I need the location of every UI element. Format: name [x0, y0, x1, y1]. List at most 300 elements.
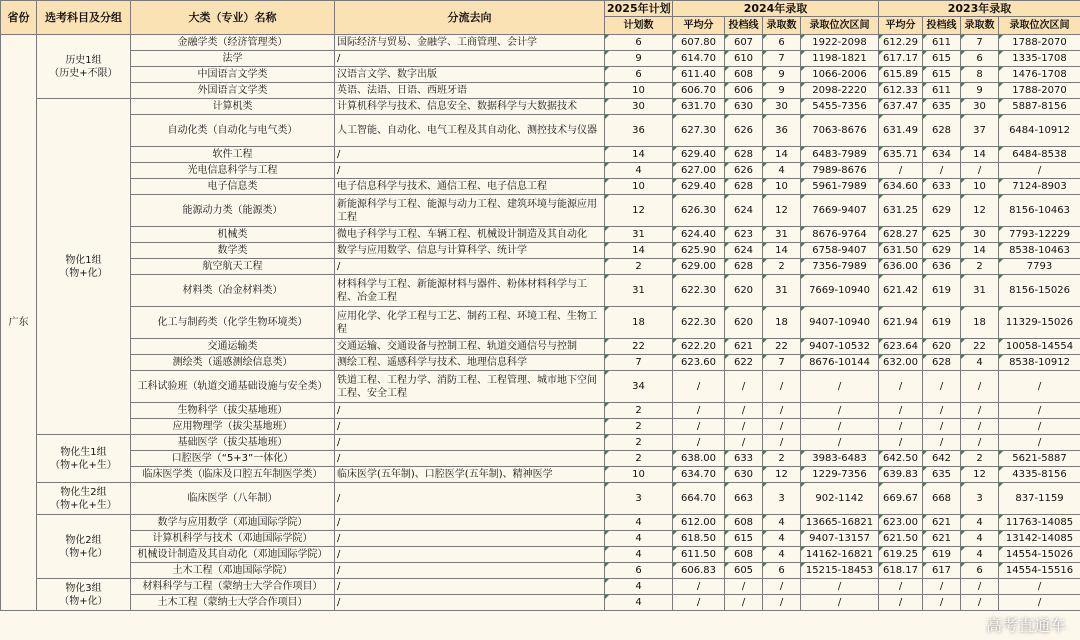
major-cell: 测绘类（遥感测绘信息类） — [131, 355, 335, 371]
line-2024-cell: 633 — [725, 451, 763, 467]
rank-2023-cell: 8156-10463 — [999, 195, 1080, 227]
count-2023-cell: / — [961, 371, 999, 403]
line-2023-cell: 611 — [923, 83, 961, 99]
line-2023-cell: / — [923, 371, 961, 403]
header-count-2024: 录取数 — [763, 17, 801, 35]
rank-2023-cell: 8156-15026 — [999, 275, 1080, 307]
rank-2024-cell: 6758-9407 — [801, 243, 879, 259]
line-2024-cell: / — [725, 579, 763, 595]
rank-2023-cell: 10058-14554 — [999, 339, 1080, 355]
avg-2024-cell: 629.00 — [673, 259, 725, 275]
direction-cell: / — [335, 403, 605, 419]
avg-2024-cell: 618.50 — [673, 531, 725, 547]
count-2023-cell: 37 — [961, 115, 999, 147]
table-row — [1, 115, 1080, 147]
avg-2023-cell: / — [879, 419, 923, 435]
avg-2024-cell: 611.40 — [673, 67, 725, 83]
rank-2023-cell: 1788-2070 — [999, 83, 1080, 99]
major-cell: 土木工程（蒙纳士大学合作项目） — [131, 595, 335, 611]
direction-cell: / — [335, 147, 605, 163]
count-2023-cell: 4 — [961, 355, 999, 371]
header-rank-2023: 录取位次区间 — [999, 17, 1080, 35]
direction-cell: 材料科学与工程、新能源材料与器件、粉体材料科学与工程、冶金工程 — [335, 275, 605, 307]
line-2023-cell: 628 — [923, 355, 961, 371]
direction-cell: / — [335, 563, 605, 579]
rank-2023-cell: / — [999, 163, 1080, 179]
header-avg-2023: 平均分 — [879, 17, 923, 35]
count-2024-cell: 31 — [763, 275, 801, 307]
line-2024-cell: 607 — [725, 35, 763, 51]
avg-2023-cell: 621.94 — [879, 307, 923, 339]
count-2023-cell: 12 — [961, 195, 999, 227]
rank-2024-cell: 1066-2006 — [801, 67, 879, 83]
rank-2024-cell: 7989-8676 — [801, 163, 879, 179]
avg-2023-cell: / — [879, 163, 923, 179]
rank-2023-cell: 1335-1708 — [999, 51, 1080, 67]
count-2023-cell: 31 — [961, 275, 999, 307]
avg-2024-cell: 622.20 — [673, 339, 725, 355]
rank-2024-cell: / — [801, 419, 879, 435]
major-cell: 机械设计制造及其自动化（邓迪国际学院） — [131, 547, 335, 563]
count-2023-cell: / — [961, 163, 999, 179]
count-2024-cell: 6 — [763, 35, 801, 51]
rank-2023-cell: 14554-15026 — [999, 547, 1080, 563]
count-2024-cell: 10 — [763, 179, 801, 195]
table-row — [1, 371, 1080, 403]
direction-cell: / — [335, 51, 605, 67]
count-2024-cell: 12 — [763, 195, 801, 227]
line-2024-cell: 628 — [725, 179, 763, 195]
count-2023-cell: 7 — [961, 35, 999, 51]
count-2024-cell: 3 — [763, 483, 801, 515]
count-2024-cell: 9 — [763, 83, 801, 99]
avg-2024-cell: 622.30 — [673, 275, 725, 307]
count-2024-cell: 6 — [763, 563, 801, 579]
plan-count-cell: 4 — [605, 515, 673, 531]
rank-2023-cell: 14554-15516 — [999, 563, 1080, 579]
count-2023-cell: 4 — [961, 531, 999, 547]
plan-count-cell: 10 — [605, 83, 673, 99]
line-2023-cell: 625 — [923, 227, 961, 243]
line-2024-cell: 606 — [725, 83, 763, 99]
avg-2024-cell: 664.70 — [673, 483, 725, 515]
count-2023-cell: 6 — [961, 51, 999, 67]
line-2024-cell: / — [725, 435, 763, 451]
plan-count-cell: 2 — [605, 403, 673, 419]
plan-count-cell: 30 — [605, 99, 673, 115]
line-2024-cell: 628 — [725, 147, 763, 163]
header-plan-2025: 2025年计划 — [605, 1, 673, 17]
direction-cell: 汉语言文学、数字出版 — [335, 67, 605, 83]
rank-2023-cell: 11763-14085 — [999, 515, 1080, 531]
count-2023-cell: 12 — [961, 467, 999, 483]
avg-2024-cell: 607.80 — [673, 35, 725, 51]
avg-2023-cell: / — [879, 371, 923, 403]
rank-2024-cell: / — [801, 435, 879, 451]
header-line-2024: 投档线 — [725, 17, 763, 35]
rank-2023-cell: 8538-10912 — [999, 355, 1080, 371]
header-admission-2024: 2024年录取 — [673, 1, 879, 17]
count-2024-cell: 31 — [763, 227, 801, 243]
direction-cell: / — [335, 595, 605, 611]
plan-count-cell: 9 — [605, 51, 673, 67]
avg-2024-cell: 625.90 — [673, 243, 725, 259]
header-line-2023: 投档线 — [923, 17, 961, 35]
rank-2024-cell: 15215-18453 — [801, 563, 879, 579]
line-2024-cell: 624 — [725, 243, 763, 259]
rank-2023-cell: 8538-10463 — [999, 243, 1080, 259]
rank-2024-cell: 13665-16821 — [801, 515, 879, 531]
rank-2024-cell: 8676-9764 — [801, 227, 879, 243]
direction-cell: 微电子科学与工程、车辆工程、机械设计制造及其自动化 — [335, 227, 605, 243]
line-2024-cell: 621 — [725, 339, 763, 355]
line-2023-cell: / — [923, 435, 961, 451]
table-row — [1, 403, 1080, 419]
line-2023-cell: / — [923, 403, 961, 419]
rank-2024-cell: 1229-7356 — [801, 467, 879, 483]
line-2023-cell: 615 — [923, 51, 961, 67]
line-2023-cell: 628 — [923, 115, 961, 147]
major-cell: 临床医学类（临床及口腔五年制医学类） — [131, 467, 335, 483]
rank-2024-cell: 7669-10940 — [801, 275, 879, 307]
direction-cell: / — [335, 483, 605, 515]
avg-2023-cell: 634.60 — [879, 179, 923, 195]
avg-2024-cell: 629.40 — [673, 147, 725, 163]
avg-2024-cell: / — [673, 403, 725, 419]
direction-cell: 数学与应用数学、信息与计算科学、统计学 — [335, 243, 605, 259]
rank-2023-cell: / — [999, 435, 1080, 451]
line-2023-cell: 635 — [923, 467, 961, 483]
rank-2023-cell: 13142-14085 — [999, 531, 1080, 547]
count-2024-cell: 22 — [763, 339, 801, 355]
major-cell: 交通运输类 — [131, 339, 335, 355]
avg-2023-cell: 636.00 — [879, 259, 923, 275]
line-2024-cell: 622 — [725, 355, 763, 371]
major-cell: 化工与制药类（化学生物环境类） — [131, 307, 335, 339]
avg-2023-cell: 621.50 — [879, 531, 923, 547]
plan-count-cell: 18 — [605, 307, 673, 339]
count-2023-cell: / — [961, 435, 999, 451]
line-2024-cell: / — [725, 595, 763, 611]
major-cell: 基础医学（拔尖基地班） — [131, 435, 335, 451]
rank-2023-cell: 11329-15026 — [999, 307, 1080, 339]
count-2023-cell: 4 — [961, 547, 999, 563]
plan-count-cell: 10 — [605, 179, 673, 195]
plan-count-cell: 4 — [605, 163, 673, 179]
subject-group-cell: 物化生1组 （物+化+生） — [37, 435, 131, 483]
count-2024-cell: 36 — [763, 115, 801, 147]
line-2024-cell: 608 — [725, 547, 763, 563]
avg-2024-cell: / — [673, 371, 725, 403]
direction-cell: / — [335, 515, 605, 531]
table-row — [1, 163, 1080, 179]
major-cell: 口腔医学（“5+3”一体化） — [131, 451, 335, 467]
major-cell: 应用物理学（拔尖基地班） — [131, 419, 335, 435]
major-cell: 外国语言文学类 — [131, 83, 335, 99]
line-2024-cell: 663 — [725, 483, 763, 515]
line-2023-cell: 611 — [923, 35, 961, 51]
avg-2023-cell: 612.29 — [879, 35, 923, 51]
watermark: 高考直通车 — [985, 616, 1066, 635]
direction-cell: 新能源科学与工程、能源与动力工程、建筑环境与能源应用工程 — [335, 195, 605, 227]
avg-2023-cell: 621.42 — [879, 275, 923, 307]
rank-2023-cell: 5621-5887 — [999, 451, 1080, 467]
line-2024-cell: 626 — [725, 163, 763, 179]
plan-count-cell: 14 — [605, 147, 673, 163]
rank-2023-cell: 4335-8156 — [999, 467, 1080, 483]
plan-count-cell: 2 — [605, 435, 673, 451]
plan-count-cell: 6 — [605, 35, 673, 51]
major-cell: 临床医学（八年制） — [131, 483, 335, 515]
major-cell: 生物科学（拔尖基地班） — [131, 403, 335, 419]
direction-cell: / — [335, 531, 605, 547]
count-2023-cell: 4 — [961, 515, 999, 531]
plan-count-cell: 4 — [605, 531, 673, 547]
rank-2024-cell: 5961-7989 — [801, 179, 879, 195]
count-2024-cell: 4 — [763, 163, 801, 179]
major-cell: 工科试验班（轨道交通基础设施与安全类） — [131, 371, 335, 403]
line-2024-cell: / — [725, 419, 763, 435]
line-2023-cell: 621 — [923, 531, 961, 547]
rank-2024-cell: / — [801, 579, 879, 595]
line-2023-cell: 642 — [923, 451, 961, 467]
subject-group-cell: 历史1组 （历史+不限） — [37, 35, 131, 99]
count-2024-cell: 7 — [763, 51, 801, 67]
rank-2024-cell: 6483-7989 — [801, 147, 879, 163]
rank-2024-cell: 1922-2098 — [801, 35, 879, 51]
table-row — [1, 419, 1080, 435]
plan-count-cell: 4 — [605, 547, 673, 563]
avg-2024-cell: 622.30 — [673, 307, 725, 339]
line-2023-cell: / — [923, 579, 961, 595]
major-cell: 数学与应用数学（邓迪国际学院） — [131, 515, 335, 531]
rank-2024-cell: 3983-6483 — [801, 451, 879, 467]
table-row — [1, 467, 1080, 483]
table-row — [1, 179, 1080, 195]
direction-cell: 人工智能、自动化、电气工程及其自动化、测控技术与仪器 — [335, 115, 605, 147]
line-2023-cell: 668 — [923, 483, 961, 515]
plan-count-cell: 31 — [605, 227, 673, 243]
table-row — [1, 531, 1080, 547]
count-2024-cell: 7 — [763, 355, 801, 371]
line-2023-cell: 621 — [923, 515, 961, 531]
count-2024-cell: 30 — [763, 99, 801, 115]
avg-2024-cell: 634.70 — [673, 467, 725, 483]
table-row — [1, 435, 1080, 451]
table-row — [1, 307, 1080, 339]
major-cell: 中国语言文学类 — [131, 67, 335, 83]
avg-2024-cell: 623.60 — [673, 355, 725, 371]
count-2024-cell: / — [763, 435, 801, 451]
avg-2023-cell: 631.50 — [879, 243, 923, 259]
direction-cell: 应用化学、化学工程与工艺、制药工程、环境工程、生物工程 — [335, 307, 605, 339]
avg-2023-cell: 618.17 — [879, 563, 923, 579]
table-row — [1, 563, 1080, 579]
direction-cell: / — [335, 547, 605, 563]
plan-count-cell: 2 — [605, 259, 673, 275]
table-row — [1, 451, 1080, 467]
plan-count-cell: 2 — [605, 419, 673, 435]
rank-2023-cell: / — [999, 371, 1080, 403]
line-2023-cell: 629 — [923, 243, 961, 259]
avg-2023-cell: 617.17 — [879, 51, 923, 67]
direction-cell: / — [335, 579, 605, 595]
count-2024-cell: 14 — [763, 243, 801, 259]
avg-2023-cell: 637.47 — [879, 99, 923, 115]
direction-cell: / — [335, 451, 605, 467]
avg-2023-cell: 669.67 — [879, 483, 923, 515]
line-2023-cell: / — [923, 419, 961, 435]
line-2023-cell: 634 — [923, 147, 961, 163]
rank-2023-cell: 6484-8538 — [999, 147, 1080, 163]
rank-2023-cell: / — [999, 403, 1080, 419]
major-cell: 能源动力类（能源类） — [131, 195, 335, 227]
line-2023-cell: 629 — [923, 195, 961, 227]
rank-2024-cell: 14162-16821 — [801, 547, 879, 563]
table-row — [1, 579, 1080, 595]
table-row — [1, 67, 1080, 83]
count-2024-cell: 4 — [763, 547, 801, 563]
line-2023-cell: 615 — [923, 67, 961, 83]
count-2023-cell: 3 — [961, 483, 999, 515]
avg-2024-cell: 612.00 — [673, 515, 725, 531]
direction-cell: 英语、法语、日语、西班牙语 — [335, 83, 605, 99]
rank-2024-cell: / — [801, 403, 879, 419]
table-row — [1, 275, 1080, 307]
count-2023-cell: 6 — [961, 563, 999, 579]
table-row — [1, 147, 1080, 163]
avg-2023-cell: 631.25 — [879, 195, 923, 227]
count-2023-cell: 10 — [961, 179, 999, 195]
major-cell: 土木工程（邓迪国际学院） — [131, 563, 335, 579]
plan-count-cell: 4 — [605, 595, 673, 611]
avg-2023-cell: 623.64 — [879, 339, 923, 355]
avg-2023-cell: 632.00 — [879, 355, 923, 371]
major-cell: 金融学类（经济管理类） — [131, 35, 335, 51]
count-2024-cell: / — [763, 419, 801, 435]
plan-count-cell: 22 — [605, 339, 673, 355]
count-2024-cell: 14 — [763, 147, 801, 163]
plan-count-cell: 34 — [605, 371, 673, 403]
plan-count-cell: 7 — [605, 355, 673, 371]
table-row — [1, 99, 1080, 115]
line-2024-cell: 615 — [725, 531, 763, 547]
major-cell: 自动化类（自动化与电气类） — [131, 115, 335, 147]
line-2024-cell: 630 — [725, 99, 763, 115]
plan-count-cell: 12 — [605, 195, 673, 227]
direction-cell: 铁道工程、工程力学、消防工程、工程管理、城市地下空间工程、安全工程 — [335, 371, 605, 403]
count-2024-cell: 18 — [763, 307, 801, 339]
count-2023-cell: 8 — [961, 67, 999, 83]
line-2024-cell: 626 — [725, 115, 763, 147]
rank-2023-cell: 7124-8903 — [999, 179, 1080, 195]
line-2024-cell: 624 — [725, 195, 763, 227]
avg-2023-cell: 635.71 — [879, 147, 923, 163]
count-2024-cell: 4 — [763, 515, 801, 531]
count-2023-cell: / — [961, 419, 999, 435]
header-plan-count: 计划数 — [605, 17, 673, 35]
table-row — [1, 195, 1080, 227]
table-row — [1, 35, 1080, 51]
rank-2024-cell: 7063-8676 — [801, 115, 879, 147]
province-cell: 广东 — [1, 35, 37, 611]
avg-2024-cell: 627.00 — [673, 163, 725, 179]
table-row — [1, 547, 1080, 563]
plan-count-cell: 4 — [605, 579, 673, 595]
major-cell: 计算机科学与技术（邓迪国际学院） — [131, 531, 335, 547]
plan-count-cell: 3 — [605, 483, 673, 515]
line-2023-cell: 633 — [923, 179, 961, 195]
plan-count-cell: 6 — [605, 67, 673, 83]
major-cell: 材料类（冶金材料类） — [131, 275, 335, 307]
rank-2023-cell: 1788-2070 — [999, 35, 1080, 51]
line-2023-cell: / — [923, 595, 961, 611]
avg-2023-cell: / — [879, 579, 923, 595]
avg-2024-cell: / — [673, 419, 725, 435]
rank-2024-cell: 7669-9407 — [801, 195, 879, 227]
count-2023-cell: / — [961, 403, 999, 419]
line-2023-cell: 620 — [923, 339, 961, 355]
avg-2024-cell: 606.83 — [673, 563, 725, 579]
rank-2023-cell: 1476-1708 — [999, 67, 1080, 83]
line-2024-cell: 620 — [725, 307, 763, 339]
rank-2024-cell: 2098-2220 — [801, 83, 879, 99]
major-cell: 法学 — [131, 51, 335, 67]
count-2024-cell: 12 — [763, 467, 801, 483]
rank-2024-cell: 5455-7356 — [801, 99, 879, 115]
line-2023-cell: 619 — [923, 307, 961, 339]
count-2024-cell: 2 — [763, 259, 801, 275]
avg-2024-cell: 624.40 — [673, 227, 725, 243]
table-row — [1, 595, 1080, 611]
header-major: 大类（专业）名称 — [131, 1, 335, 35]
direction-cell: / — [335, 435, 605, 451]
line-2023-cell: 635 — [923, 99, 961, 115]
line-2024-cell: 630 — [725, 467, 763, 483]
plan-count-cell: 10 — [605, 467, 673, 483]
direction-cell: 国际经济与贸易、金融学、工商管理、会计学 — [335, 35, 605, 51]
line-2024-cell: 620 — [725, 275, 763, 307]
rank-2024-cell: 9407-10532 — [801, 339, 879, 355]
line-2024-cell: / — [725, 403, 763, 419]
count-2024-cell: 9 — [763, 67, 801, 83]
rank-2024-cell: 902-1142 — [801, 483, 879, 515]
direction-cell: 测绘工程、遥感科学与技术、地理信息科学 — [335, 355, 605, 371]
rank-2024-cell: 7356-7989 — [801, 259, 879, 275]
avg-2023-cell: / — [879, 435, 923, 451]
avg-2023-cell: 642.50 — [879, 451, 923, 467]
table-row — [1, 243, 1080, 259]
count-2024-cell: / — [763, 595, 801, 611]
line-2024-cell: 608 — [725, 67, 763, 83]
count-2023-cell: / — [961, 595, 999, 611]
plan-count-cell: 36 — [605, 115, 673, 147]
avg-2023-cell: / — [879, 403, 923, 419]
rank-2023-cell: / — [999, 579, 1080, 595]
rank-2023-cell: 5887-8156 — [999, 99, 1080, 115]
direction-cell: 交通运输、交通设备与控制工程、轨道交通信号与控制 — [335, 339, 605, 355]
line-2024-cell: 623 — [725, 227, 763, 243]
direction-cell: 计算机科学与技术、信息安全、数据科学与大数据技术 — [335, 99, 605, 115]
table-body — [1, 35, 1080, 611]
table-row — [1, 483, 1080, 515]
count-2024-cell: / — [763, 371, 801, 403]
count-2023-cell: 22 — [961, 339, 999, 355]
avg-2024-cell: 638.00 — [673, 451, 725, 467]
rank-2024-cell: 8676-10144 — [801, 355, 879, 371]
table-row — [1, 259, 1080, 275]
major-cell: 软件工程 — [131, 147, 335, 163]
